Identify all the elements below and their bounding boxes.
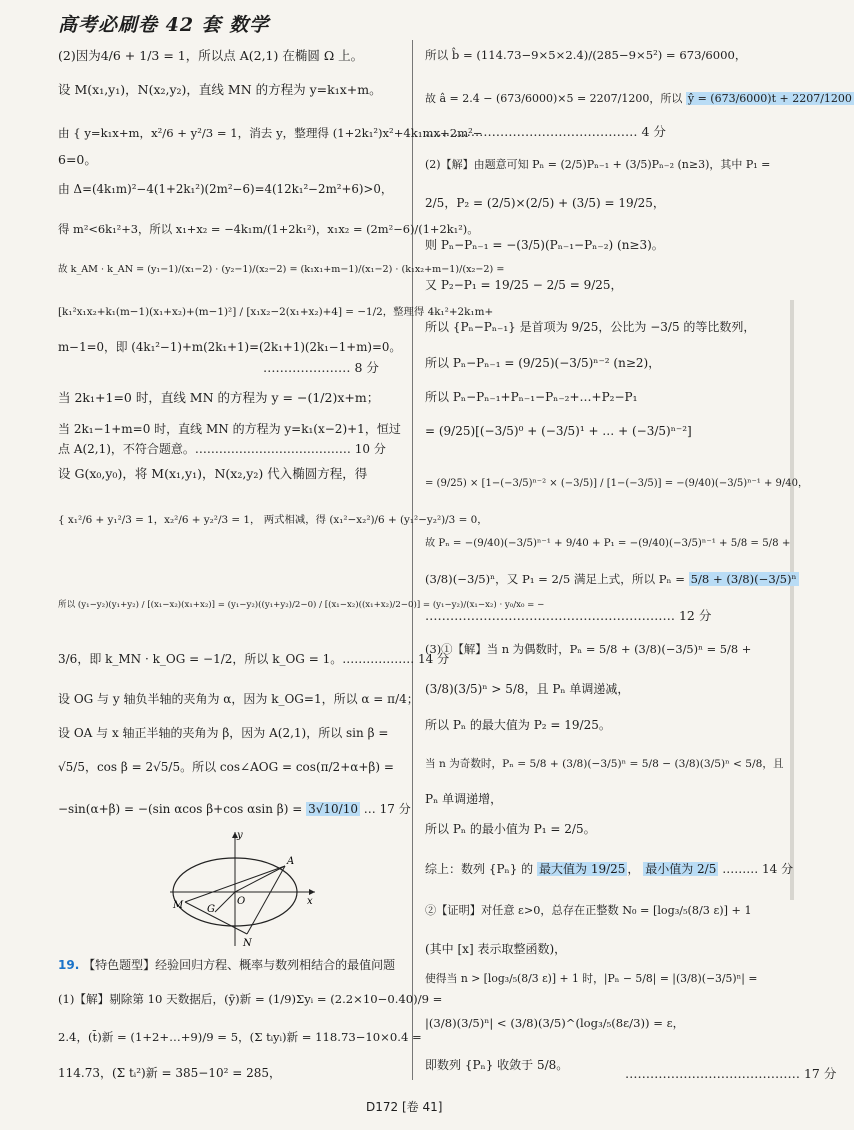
point-m-label: M: [173, 900, 184, 911]
score-mark: ………………… 8 分: [263, 360, 379, 375]
text-line: [425, 92, 854, 106]
text-span: 故 â = 2.4 − (673/6000)×5 = 2207/1200，所以: [425, 92, 683, 105]
page-footer: D172 [卷 41]: [366, 1100, 443, 1114]
text-line: ②【证明】对任意 ε>0，总存在正整数 N₀ = [log₃/₅(8/3 ε)] + 1: [425, 904, 752, 917]
text-line: √5/5，cos β = 2√5/5。所以 cos∠AOG = cos(π/2+α+β) =: [58, 760, 394, 774]
text-span: −sin(α+β) = −(sin αcos β+cos αsin β) =: [58, 802, 303, 816]
question-19-heading: [58, 958, 395, 973]
score-mark: … 17 分: [363, 802, 411, 816]
text-line: [k₁²x₁x₂+k₁(m−1)(x₁+x₂)+(m−1)²] / [x₁x₂−2(x₁+x₂)+4] = −1/2，整理得 4k₁²+2k₁m+: [58, 306, 494, 318]
text-line: { x₁²/6 + y₁²/3 = 1，x₂²/6 + y₂²/3 = 1， 两式相减，得 (x₁²−x₂²)/6 + (y₁²−y₂²)/3 = 0，: [58, 514, 488, 526]
text-line: 又 P₂−P₁ = 19/25 − 2/5 = 9/25，: [425, 278, 623, 292]
highlighted-answer: 最大值为 19/25: [539, 862, 626, 876]
text-line: 2.4，(t̄)新 = (1+2+…+9)/9 = 5，(Σ tᵢyᵢ)新 = 118.73−10×0.4 =: [58, 1030, 422, 1044]
text-line: 综上：数列 {Pₙ} 的 最大值为 19/25 ， 最小值为 2/5 ……… 14 分: [425, 862, 794, 876]
question-number: 19.: [58, 958, 80, 972]
highlighted-answer: 3√10/10: [308, 802, 358, 816]
text-line: [58, 802, 411, 817]
score-mark: …………………………………………………… 12 分: [425, 608, 712, 623]
text-line: 使得当 n > [log₃/₅(8/3 ε)] + 1 时，|Pₙ − 5/8| = |(3/8)(−3/5)ⁿ| =: [425, 972, 758, 985]
text-line: 所以 {Pₙ−Pₙ₋₁} 是首项为 9/25，公比为 −3/5 的等比数列，: [425, 320, 756, 334]
text-line: 当 2k₁+1=0 时，直线 MN 的方程为 y = −(1/2)x+m；: [58, 390, 380, 405]
highlighted-answer: 5/8 + (3/8)(−3/5)ⁿ: [690, 572, 797, 586]
text-line: (2)【解】由题意可知 Pₙ = (2/5)Pₙ₋₁ + (3/5)Pₙ₋₂ (n≥3)，其中 P₁ =: [425, 158, 771, 171]
text-line: 所以 (y₁−y₂)(y₁+y₂) / [(x₁−x₂)(x₁+x₂)] = (y₁−y₂)((y₁+y₂)/2−0) / [(x₁−x₂)((x₁+x₂)/2−0)] = (y₁−y₂)/(x₁−x₂) · y₀/x₀ = −: [58, 600, 545, 610]
text-span: 综上：数列 {Pₙ} 的: [425, 862, 534, 876]
text-line: (1)【解】剔除第 10 天数据后，(ȳ)新 = (1/9)Σyᵢ = (2.2×10−0.40)/9 =: [58, 992, 443, 1006]
text-line: |(3/8)(3/5)ⁿ| < (3/8)(3/5)^(log₃/₅(8ε/3)) = ε，: [425, 1016, 685, 1030]
score-mark: …………………………………… 17 分: [625, 1066, 837, 1081]
text-line: 故 Pₙ = −(9/40)(−3/5)ⁿ⁻¹ + 9/40 + P₁ = −(9/40)(−3/5)ⁿ⁻¹ + 5/8 = 5/8 +: [425, 538, 791, 549]
highlighted-answer: 最小值为 2/5: [645, 862, 717, 876]
line-og: [215, 892, 235, 912]
question-title: 【特色题型】经验回归方程、概率与数列相结合的最值问题: [83, 958, 396, 972]
text-line: = (9/25) × [1−(−3/5)ⁿ⁻² × (−3/5)] / [1−(−3/5)] = −(9/40)(−3/5)ⁿ⁻¹ + 9/40，: [425, 478, 808, 489]
text-line: 2/5，P₂ = (2/5)×(2/5) + (3/5) = 19/25，: [425, 196, 665, 210]
text-line: (其中 [x] 表示取整函数)，: [425, 942, 567, 956]
text-line: 114.73，(Σ tᵢ²)新 = 385−10² = 285，: [58, 1066, 282, 1080]
ellipse-diagram: [165, 828, 320, 948]
text-line: [425, 572, 799, 586]
text-line: 所以 Pₙ 的最大值为 P₂ = 19/25。: [425, 718, 611, 732]
y-axis-label: y: [237, 830, 243, 841]
text-line: 设 OA 与 x 轴正半轴的夹角为 β，因为 A(2,1)，所以 sin β =: [58, 726, 389, 740]
text-line: 所以 Pₙ−Pₙ₋₁+Pₙ₋₁−Pₙ₋₂+…+P₂−P₁: [425, 390, 638, 404]
page-header: 高考必刷卷 42 套 数学: [58, 14, 270, 36]
text-line: (3)①【解】当 n 为偶数时，Pₙ = 5/8 + (3/8)(−3/5)ⁿ = 5/8 +: [425, 642, 752, 656]
text-line: 即数列 {Pₙ} 收敛于 5/8。: [425, 1058, 569, 1072]
x-axis-label: x: [307, 896, 313, 907]
text-line: 点 A(2,1)，不符合题意。………………………………… 10 分: [58, 442, 386, 456]
text-line: 当 n 为奇数时，Pₙ = 5/8 + (3/8)(−3/5)ⁿ = 5/8 − (3/8)(3/5)ⁿ < 5/8，且: [425, 758, 784, 770]
x-axis-arrow: [309, 889, 315, 895]
text-line: 得 m²<6k₁²+3，所以 x₁+x₂ = −4k₁m/(1+2k₁²)，x₁x₂ = (2m²−6)/(1+2k₁²)。: [58, 222, 479, 236]
text-line: (2)因为4/6 + 1/3 = 1，所以点 A(2,1) 在椭圆 Ω 上。: [58, 48, 364, 63]
highlighted-answer: ŷ = (673/6000)t + 2207/1200: [687, 92, 852, 105]
text-line: = (9/25)[(−3/5)⁰ + (−3/5)¹ + … + (−3/5)ⁿ⁻²]: [425, 424, 692, 438]
text-line: 故 k_AM · k_AN = (y₁−1)/(x₁−2) · (y₂−1)/(x₂−2) = (k₁x₁+m−1)/(x₁−2) · (k₁x₂+m−1)/(x₂−2) =: [58, 264, 505, 275]
text-line: 由 Δ=(4k₁m)²−4(1+2k₁²)(2m²−6)=4(12k₁²−2m²+6)>0，: [58, 182, 393, 196]
text-line: m−1=0，即 (4k₁²−1)+m(2k₁+1)=(2k₁+1)(2k₁−1+m)=0。: [58, 340, 402, 354]
text-line: (3/8)(3/5)ⁿ > 5/8，且 Pₙ 单调递减，: [425, 682, 630, 696]
text-line: 6=0。: [58, 152, 97, 167]
text-span: (3/8)(−3/5)ⁿ，又 P₁ = 2/5 满足上式，所以 Pₙ =: [425, 572, 685, 586]
text-line: 当 2k₁−1+m=0 时，直线 MN 的方程为 y=k₁(x−2)+1，恒过: [58, 422, 401, 436]
text-line: 设 G(x₀,y₀)，将 M(x₁,y₁)，N(x₂,y₂) 代入椭圆方程，得: [58, 466, 368, 481]
point-g-label: G: [207, 904, 215, 915]
text-line: 所以 Pₙ 的最小值为 P₁ = 2/5。: [425, 822, 596, 836]
score-mark: …………………………………………… 4 分: [425, 124, 666, 139]
column-divider: [412, 40, 413, 1080]
text-line: 所以 Pₙ−Pₙ₋₁ = (9/25)(−3/5)ⁿ⁻² (n≥2)，: [425, 356, 661, 370]
point-n-label: N: [243, 938, 252, 949]
text-line: 设 M(x₁,y₁)，N(x₂,y₂)，直线 MN 的方程为 y=k₁x+m。: [58, 82, 382, 97]
score-mark: ……… 14 分: [722, 862, 794, 876]
point-a-label: A: [287, 856, 295, 867]
text-line: Pₙ 单调递增，: [425, 792, 503, 806]
text-line: 由 { y=k₁x+m，x²/6 + y²/3 = 1，消去 y，整理得 (1+2k₁²)x²+4k₁mx+2m²−: [58, 126, 483, 140]
text-line: 则 Pₙ−Pₙ₋₁ = −(3/5)(Pₙ₋₁−Pₙ₋₂) (n≥3)。: [425, 238, 664, 252]
text-line: 设 OG 与 y 轴负半轴的夹角为 α，因为 k_OG=1，所以 α = π/4；: [58, 692, 419, 706]
text-line: 3/6，即 k_MN · k_OG = −1/2，所以 k_OG = 1。……………… 14 分: [58, 652, 450, 666]
text-line: 所以 b̂ = (114.73−9×5×2.4)/(285−9×5²) = 673/6000，: [425, 48, 747, 62]
point-o-label: O: [237, 896, 246, 907]
page-edge-shadow: [790, 300, 794, 900]
